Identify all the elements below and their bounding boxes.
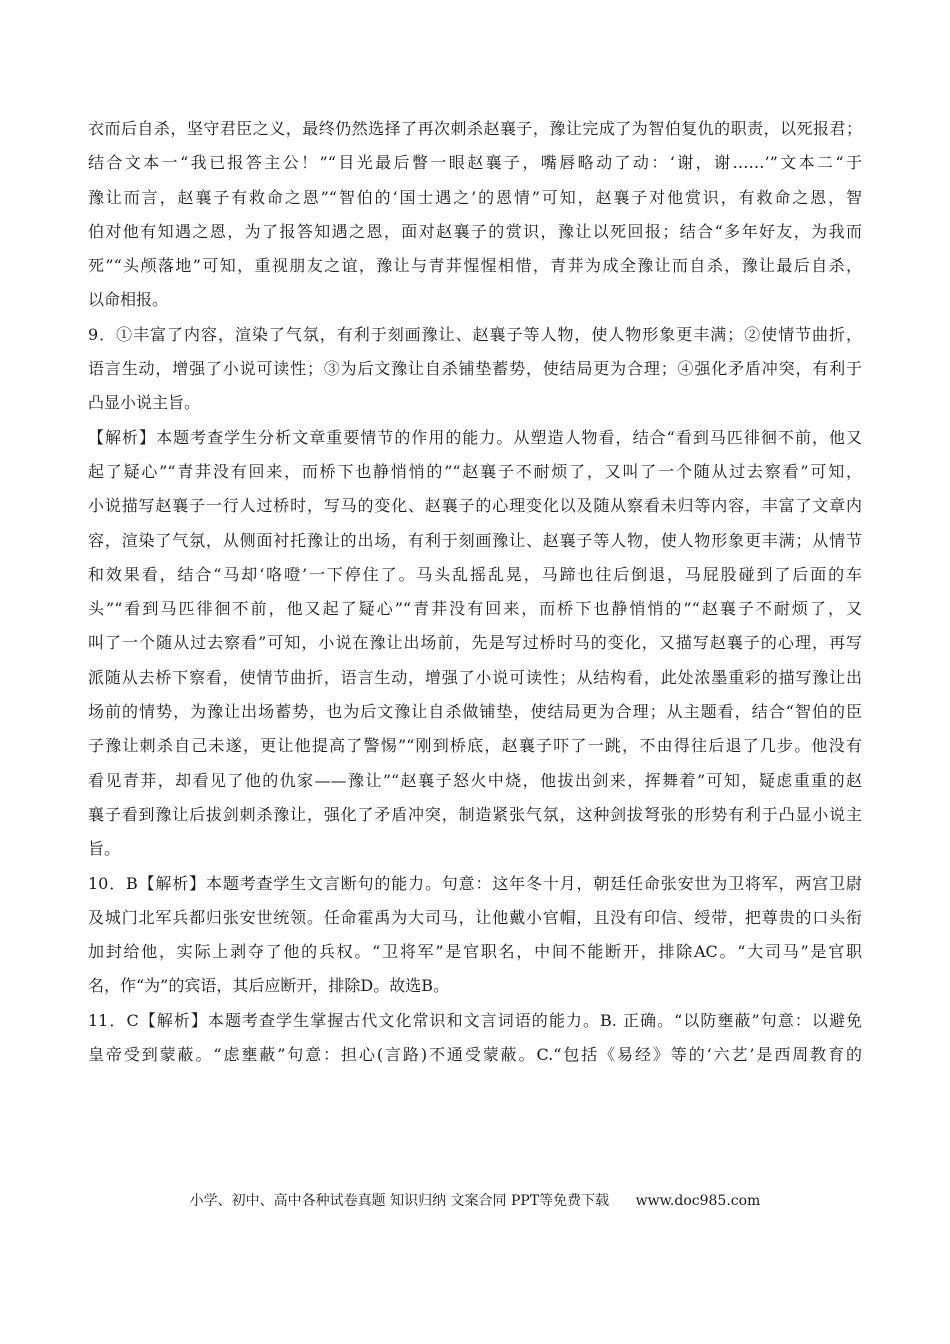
text-line: 凸显小说主旨。 bbox=[88, 393, 201, 413]
text-line: 豫让而言，赵襄子有救命之恩”“智伯的‘国士遇之’的恩情”可知，赵襄子对他赏识，有救命之恩，智 bbox=[88, 187, 862, 207]
footer-url[interactable]: www.doc985.com bbox=[635, 1193, 761, 1209]
text-line: 皇帝受到蒙蔽。“虑壅蔽”句意：担心(言路)不通受蒙蔽。C.“包括《易经》等的‘六艺’是西周教育的 bbox=[88, 1045, 862, 1065]
text-line: 头”“看到马匹徘徊不前，他又起了疑心”“青荓没有回来，而桥下也静悄悄的”“赵襄子不耐烦了，又 bbox=[88, 599, 862, 619]
text-line: 名，作“为”的宾语，其后应断开，排除D。故选B。 bbox=[88, 976, 449, 996]
text-line: 场前的情势，为豫让出场蓄势，也为后文豫让自杀做铺垫，使结局更为合理；从主题看，结合“智伯的臣 bbox=[88, 702, 862, 722]
text-line: 语言生动，增强了小说可读性；③为后文豫让自杀铺垫蓄势，使结局更为合理；④强化矛盾冲突，有利于 bbox=[88, 359, 862, 379]
text-line: 伯对他有知遇之恩，为了报答知遇之恩，面对赵襄子的赏识，豫让以死回报；结合“多年好友，为我而 bbox=[88, 221, 862, 241]
text-line: 子豫让刺杀自己未遂，更让他提高了警惕”“刚到桥底，赵襄子吓了一跳，不由得往后退了几步。他没有 bbox=[88, 736, 862, 756]
document-body bbox=[88, 112, 862, 1072]
text-line: 9．①丰富了内容，渲染了气氛，有利于刻画豫让、赵襄子等人物，使人物形象更丰满；②使情节曲折， bbox=[88, 324, 862, 344]
text-line: 旨。 bbox=[88, 839, 121, 859]
text-line: 起了疑心”“青荓没有回来，而桥下也静悄悄的”“赵襄子不耐烦了，又叫了一个随从过去察看”可知， bbox=[88, 461, 862, 481]
text-line: 死”“头颅落地”可知，重视朋友之谊，豫让与青荓惺惺相惜，青荓为成全豫让而自杀，豫让最后自杀， bbox=[88, 256, 862, 276]
text-line: 和效果看，结合“马却‘咯噔’一下停住了。马头乱摇乱晃，马蹄也往后倒退，马屁股碰到了后面的车 bbox=[88, 564, 862, 584]
text-line: 看见青荓，却看见了他的仇家——豫让”“赵襄子怒火中烧，他拔出剑来，挥舞着”可知，疑虑重重的赵 bbox=[88, 770, 862, 790]
text-line: 11．C【解析】本题考查学生掌握古代文化常识和文言词语的能力。B. 正确。“以防壅蔽”句意：以避免 bbox=[88, 1010, 862, 1030]
text-line: 10．B【解析】本题考查学生文言断句的能力。句意：这年冬十月，朝廷任命张安世为卫将军，两宫卫尉 bbox=[88, 873, 862, 893]
text-line: 加封给他，实际上剥夺了他的兵权。“卫将军”是官职名，中间不能断开，排除AC。“大司马”是官职 bbox=[88, 942, 862, 962]
footer-text: 小学、初中、高中各种试卷真题 知识归纳 文案合同 PPT等免费下载 bbox=[189, 1193, 610, 1209]
page-footer bbox=[0, 1190, 950, 1210]
text-line: 小说描写赵襄子一行人过桥时，写马的变化、赵襄子的心理变化以及随从察看未归等内容，丰富了文章内 bbox=[88, 496, 862, 516]
text-line: 容，渲染了气氛，从侧面衬托豫让的出场，有利于刻画豫让、赵襄子等人物，使人物形象更丰满；从情节 bbox=[88, 530, 862, 550]
text-line: 派随从去桥下察看，使情节曲折，语言生动，增强了小说可读性；从结构看，此处浓墨重彩的描写豫让出 bbox=[88, 667, 862, 687]
text-line: 以命相报。 bbox=[88, 290, 169, 310]
text-line: 【解析】本题考查学生分析文章重要情节的作用的能力。从塑造人物看，结合“看到马匹徘徊不前，他又 bbox=[88, 427, 862, 447]
text-line: 叫了一个随从过去察看”可知，小说在豫让出场前，先是写过桥时马的变化，又描写赵襄子的心理，再写 bbox=[88, 633, 862, 653]
text-line: 衣而后自杀，坚守君臣之义，最终仍然选择了再次刺杀赵襄子，豫让完成了为智伯复仇的职责，以死报君； bbox=[88, 119, 862, 138]
text-line: 襄子看到豫让后拔剑刺杀豫让，强化了矛盾冲突，制造紧张气氛，这种剑拔弩张的形势有利于凸显小说主 bbox=[88, 804, 862, 824]
text-line: 及城门北军兵都归张安世统领。任命霍禹为大司马，让他戴小官帽，且没有印信、绶带，把尊贵的口头衔 bbox=[88, 907, 862, 927]
text-line: 结合文本一“我已报答主公！”“目光最后瞥一眼赵襄子，嘴唇略动了动：‘谢，谢……’”文本二“于 bbox=[88, 153, 862, 173]
